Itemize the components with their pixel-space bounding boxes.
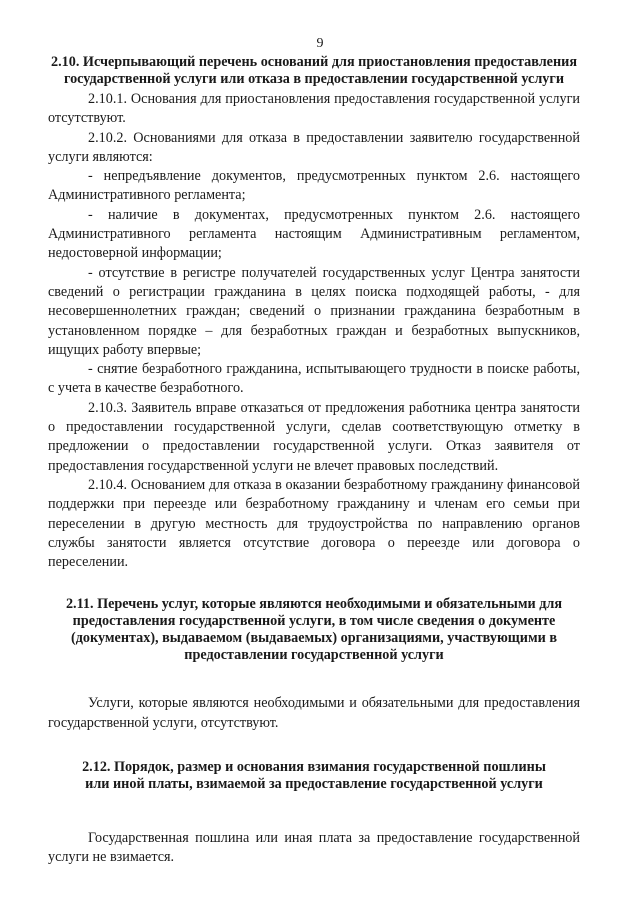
list-item-deregistered: - снятие безработного гражданина, испытывающего трудности в поиске работы, с учета в качестве безработного.: [48, 361, 580, 397]
list-item-false-information: - наличие в документах, предусмотренных пунктом 2.6. настоящего Административного регламента настоящим Административным регламентом, недостоверной информации;: [48, 206, 580, 262]
list-item-no-documents: - непредъявление документов, предусмотренных пунктом 2.6. настоящего Административного регламента;: [48, 168, 580, 204]
paragraph-2-12: Государственная пошлина или иная плата за предоставление государственной услуги не взимается.: [48, 830, 580, 866]
section-2-10-heading: 2.10. Исчерпывающий перечень оснований для приостановления предоставления государственной услуги или отказа в предоставлении государственной услуги: [50, 54, 578, 87]
paragraph-2-10-4: 2.10.4. Основанием для отказа в оказании безработному гражданину финансовой поддержки при переезде или безработному гражданину и членам его семьи при переселении в другую местность для трудоустройства по направлению органов службы занятости является отсутствие договора о переезде или договора о переселении.: [48, 476, 580, 571]
paragraph-2-10-3: 2.10.3. Заявитель вправе отказаться от предложения работника центра занятости о предоставлении государственной услуги, сделав соответствующую отметку в предложении о предоставлении государственной услуги. Отказ заявителя от предоставления государственной услуги не влечет правовых последствий.: [48, 399, 580, 474]
document-body: [48, 54, 580, 868]
section-2-11-heading: 2.11. Перечень услуг, которые являются необходимыми и обязательными для предоставления государственной услуги, в том числе сведения о документе (документах), выдаваемом (выдаваемых) организациями, участвующими в предоставлении государственной услуги: [65, 596, 563, 664]
section-2-12-heading: 2.12. Порядок, размер и основания взимания государственной пошлины или иной платы, взимаемой за предоставление государственной услуги: [82, 759, 546, 793]
paragraph-2-10-2: 2.10.2. Основаниями для отказа в предоставлении заявителю государственной услуги являются:: [48, 129, 580, 165]
list-item-not-registered: - отсутствие в регистре получателей государственных услуг Центра занятости сведений о регистрации гражданина в целях поиска подходящей работы, - для несовершеннолетних граждан; сведений о признании гражданина безработным в установленном порядке – для безработных граждан и безработных выпускников, ищущих работу впервые;: [48, 264, 580, 358]
paragraph-2-11: Услуги, которые являются необходимыми и обязательными для предоставления государственной услуги, отсутствуют.: [48, 695, 580, 731]
page-number: 9: [316, 36, 324, 51]
paragraph-2-10-1: 2.10.1. Основания для приостановления предоставления государственной услуги отсутствуют.: [48, 91, 580, 127]
